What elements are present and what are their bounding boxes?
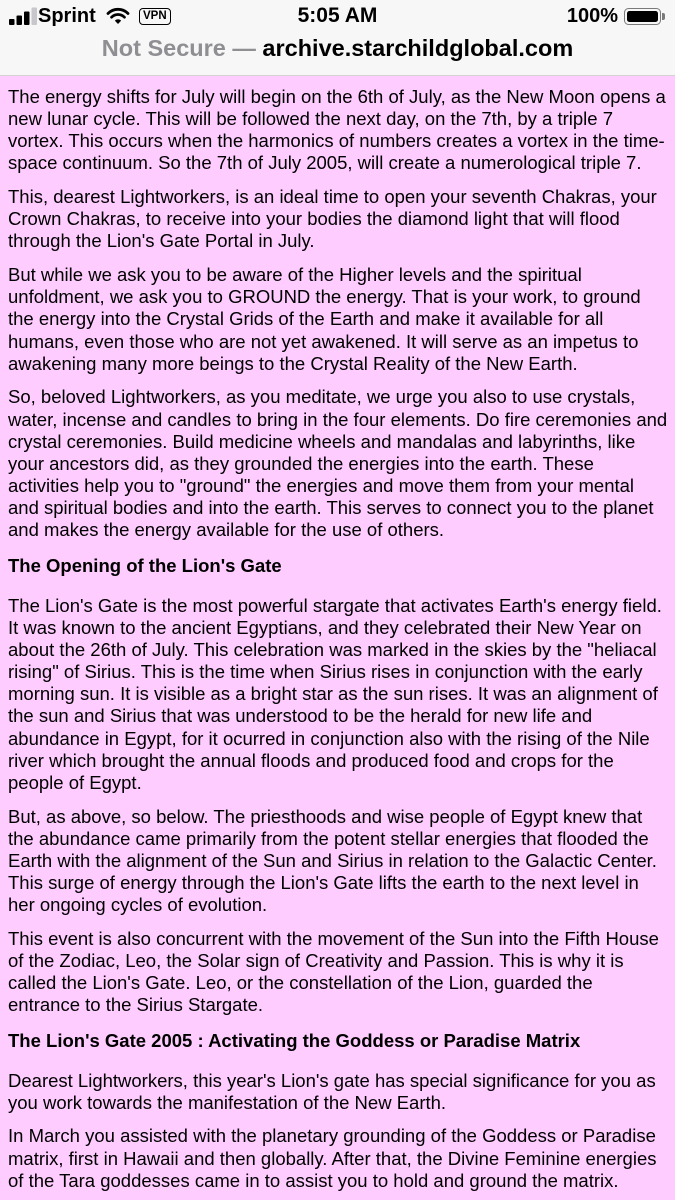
- paragraph: [8, 1070, 667, 1114]
- text-line: the energy into the Crystal Grids of the Earth and make it available for all: [8, 308, 604, 330]
- text-line: of the Zodiac, Leo, the Solar sign of Creativity and Passion. This is why it is: [8, 949, 624, 971]
- paragraph: [8, 928, 667, 1017]
- page-content[interactable]: [0, 76, 675, 1200]
- carrier-name: Sprint: [38, 5, 96, 27]
- text-line: her ongoing cycles of evolution.: [8, 894, 268, 916]
- text-line: people of Egypt.: [8, 771, 142, 793]
- text-line: vortex. This occurs when the harmonics of numbers creates a vortex in the time-: [8, 130, 665, 152]
- text-line: The Opening of the Lion's Gate: [8, 555, 282, 577]
- text-line: and spiritual bodies and into the earth. This serves to connect you to the planet: [8, 497, 654, 519]
- text-line: This, dearest Lightworkers, is an ideal time to open your seventh Chakras, your: [8, 186, 657, 208]
- text-line: rising" of Sirius. This is the time when Sirius rises in conjunction with the early: [8, 661, 643, 683]
- text-line: So, beloved Lightworkers, as you meditate, we urge you also to use crystals,: [8, 386, 636, 408]
- text-line: river which brought the annual floods and produced food and crops for the: [8, 749, 614, 771]
- text-line: The Lion's Gate is the most powerful stargate that activates Earth's energy field.: [8, 594, 662, 616]
- text-line: The Lion's Gate 2005 : Activating the Goddess or Paradise Matrix: [8, 1030, 581, 1052]
- text-line: abundance in Egypt, for it ocurred in conjunction also with the rising of the Nile: [8, 727, 650, 749]
- paragraph: [8, 264, 667, 375]
- text-line: the abundance came primarily from the potent stellar energies that flooded the: [8, 827, 649, 849]
- text-line: water, incense and candles to bring in the four elements. Do fire ceremonies and: [8, 408, 668, 430]
- text-line: This surge of energy through the Lion's Gate lifts the earth to the next level in: [8, 872, 639, 893]
- battery-percentage: 100%: [566, 5, 618, 27]
- text-line: But while we ask you to be aware of the Higher levels and the spiritual: [8, 264, 582, 286]
- text-line: Earth with the alignment of the Sun and Sirius in relation to the Galactic Center.: [8, 849, 657, 871]
- text-line: called the Lion's Gate. Leo, or the constellation of the Lion, guarded the: [8, 972, 593, 994]
- address-bar[interactable]: [0, 34, 675, 64]
- text-line: through the Lion's Gate Portal in July.: [8, 230, 315, 252]
- text-line: The energy shifts for July will begin on the 6th of July, as the New Moon opens a: [8, 86, 666, 107]
- text-line: space continuum. So the 7th of July 2005, will create a numerological triple 7.: [8, 152, 642, 174]
- paragraph: [8, 595, 667, 794]
- paragraph: [8, 186, 667, 252]
- text-line: Dearest Lightworkers, this year's Lion's gate has special significance for you as: [8, 1069, 656, 1091]
- paragraph: [8, 386, 667, 541]
- battery-icon: [624, 8, 661, 25]
- clock-time: 5:05 AM: [297, 4, 378, 27]
- text-line: Crown Chakras, to receive into your bodies the diamond light that will flood: [8, 208, 620, 230]
- text-line: matrix, first in Hawaii and then globally. After that, the Divine Feminine energies: [8, 1147, 657, 1169]
- text-line: activities help you to "ground" the energies and move them from your mental: [8, 475, 635, 496]
- status-bar: [0, 0, 675, 32]
- text-line: morning sun. It is visible as a bright star as the sun rises. It was an alignment of: [8, 683, 658, 705]
- paragraph: [8, 1125, 667, 1191]
- text-line: crystal ceremonies. Build medicine wheels and mandalas and labyrinths, like: [8, 430, 636, 452]
- text-line: you work towards the manifestation of the New Earth.: [8, 1091, 447, 1113]
- text-line: It was known to the ancient Egyptians, and they celebrated their New Year on: [8, 616, 642, 638]
- article-body: [8, 86, 667, 1192]
- text-line: awakening many more beings to the Crystal Reality of the New Earth.: [8, 352, 578, 374]
- text-line: your ancestors did, as they grounded the energies into the earth. These: [8, 452, 594, 474]
- url-separator: —: [232, 35, 256, 61]
- text-line: new lunar cycle. This will be followed the next day, on the 7th, by a triple 7: [8, 108, 614, 130]
- url-domain: archive.starchildglobal.com: [262, 35, 574, 61]
- paragraph: [8, 86, 667, 175]
- text-line: of the Tara goddesses came in to assist you to hold and ground the matrix.: [8, 1169, 619, 1191]
- text-line: the sun and Sirius that was understood to be the herald for new life and: [8, 705, 593, 727]
- text-line: In March you assisted with the planetary grounding of the Goddess or Paradise: [8, 1125, 656, 1147]
- battery-fill: [627, 11, 658, 22]
- text-line: and makes the energy available for the use of others.: [8, 519, 445, 541]
- text-line: humans, even those who are not yet awakened. It will serve as an impetus to: [8, 330, 639, 352]
- paragraph: [8, 806, 667, 917]
- text-line: about the 26th of July. This celebration was marked in the skies by the "heliacal: [8, 638, 657, 660]
- text-line: entrance to the Sirius Stargate.: [8, 994, 264, 1016]
- vpn-badge: VPN: [139, 8, 171, 25]
- text-line: But, as above, so below. The priesthoods and wise people of Egypt knew that: [8, 805, 643, 827]
- text-line: unfoldment, we ask you to GROUND the energy. That is your work, to ground: [8, 286, 641, 308]
- section-heading: [8, 1030, 667, 1052]
- battery-terminal: [662, 13, 665, 20]
- section-heading: [8, 555, 667, 577]
- browser-chrome: [0, 0, 675, 76]
- not-secure-label: Not Secure: [101, 35, 226, 61]
- text-line: This event is also concurrent with the movement of the Sun into the Fifth House: [8, 927, 659, 949]
